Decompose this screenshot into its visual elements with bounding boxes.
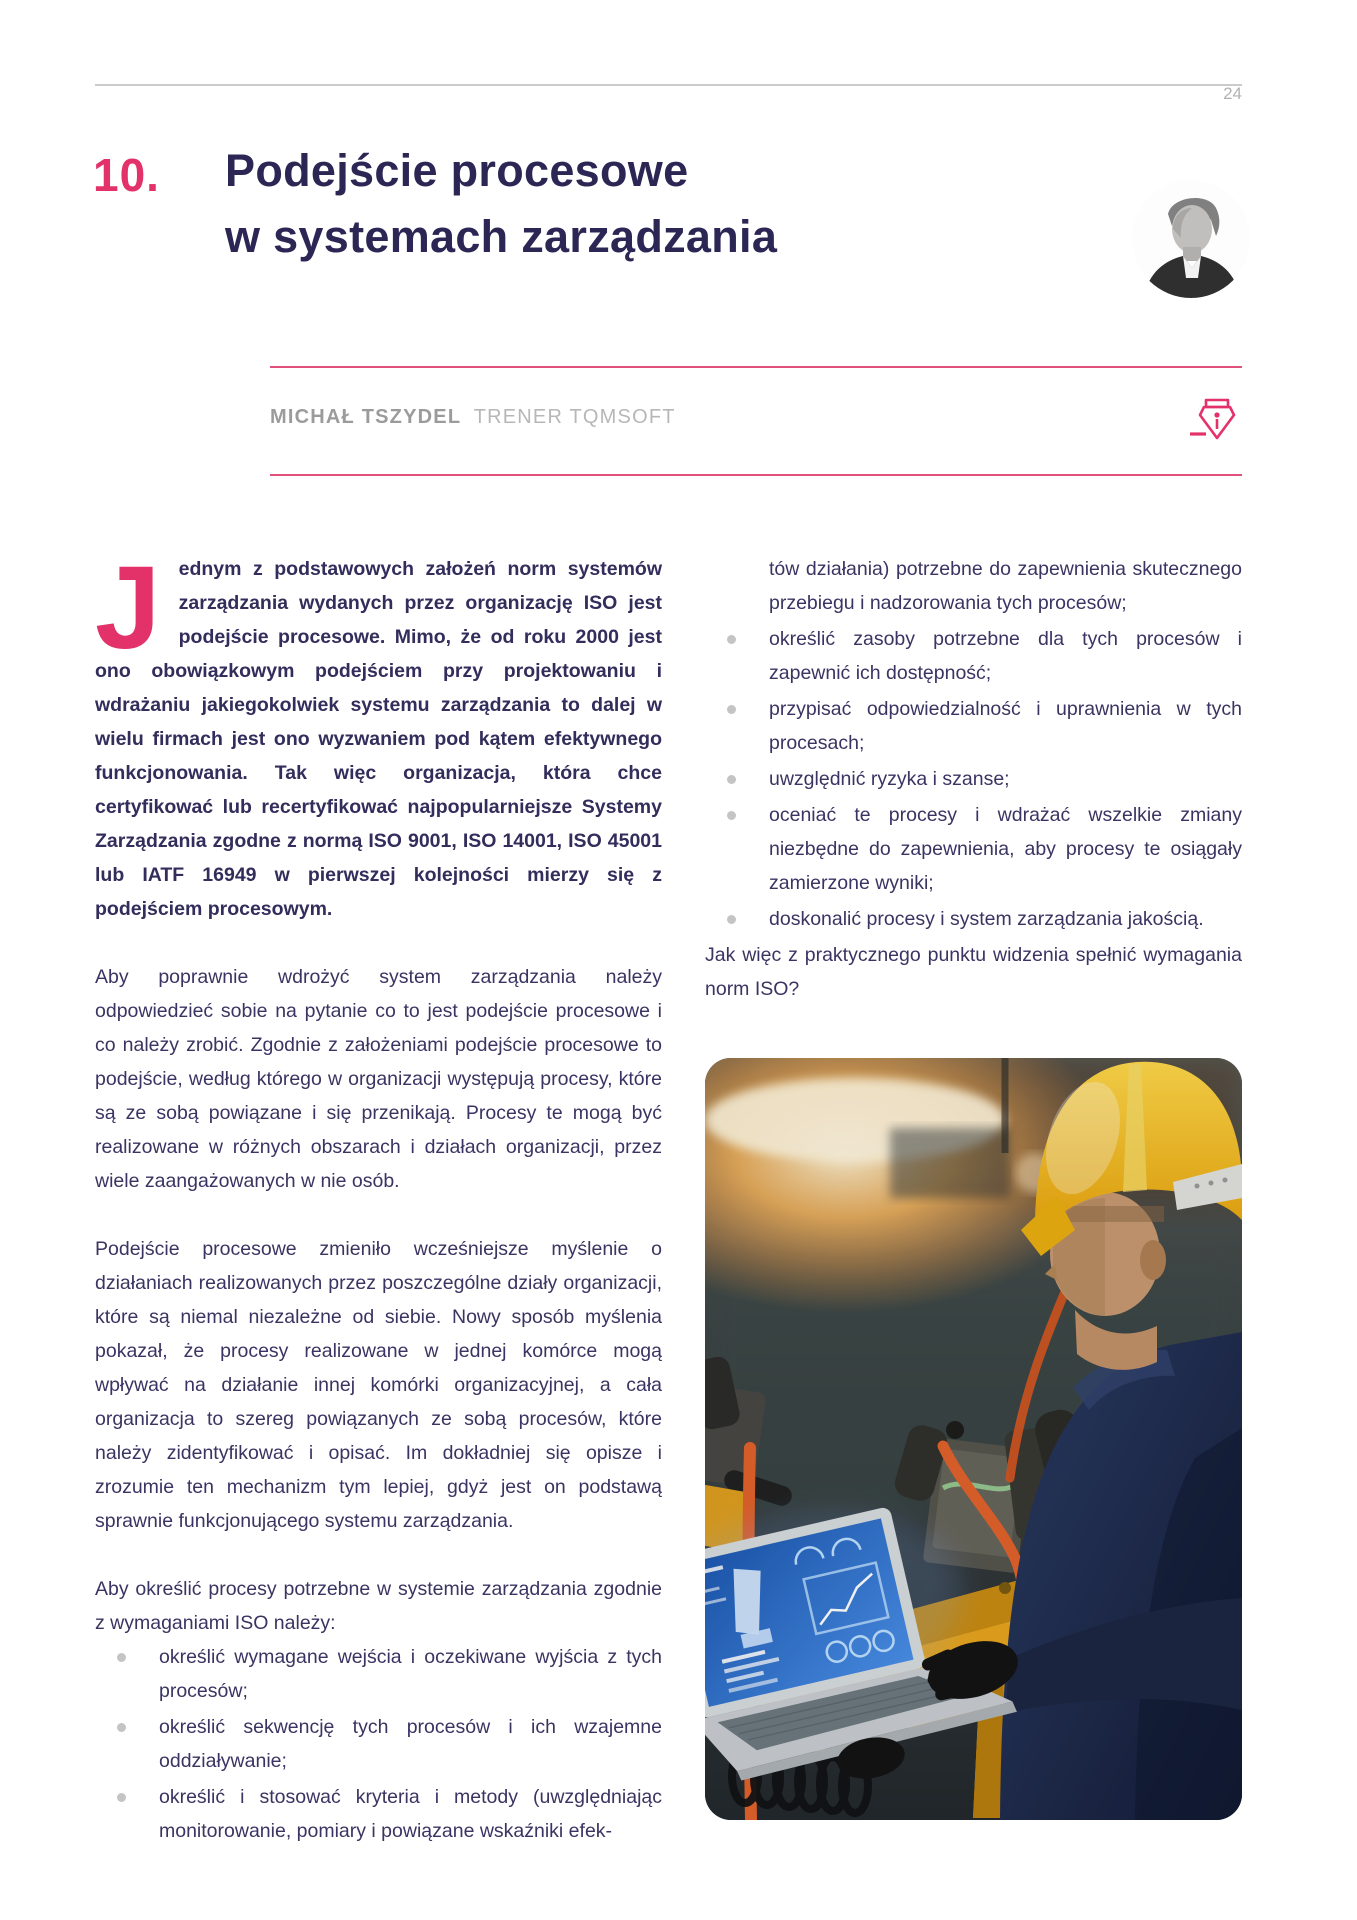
factory-worker-photo-graphic [705,1058,1242,1820]
list-item-text: określić zasoby potrzebne dla tych procesów i zapewnić ich dostępność; [769,628,1242,684]
article-column-left [95,542,662,1850]
top-divider [95,84,1242,86]
paragraph-3: Podejście procesowe zmieniło wcześniejsze myślenie o działaniach realizowanych przez poszczególne działy organizacji, które są niemal niezależne od siebie. Nowy sposób myślenia pokazał, że procesy realizowane w jednej komórce mogą wpływać na działanie innej komórki organizacyjnej, a cała organizacja to szereg powiązanych ze sobą procesów, które należy zidentyfikować i opisać. Im dokładniej się opisze i zrozumie ten mechanizm tym lepiej, gdyż jest on podstawą sprawnie funkcjonującego systemu zarządzania. [95,1238,662,1532]
list-item [705,622,1242,690]
page-title-line2: w systemach zarządzania [225,211,778,262]
list-item [705,798,1242,900]
lead-paragraph [95,542,662,926]
list-item [705,762,1242,796]
author-portrait-graphic [1132,180,1250,298]
bullet-dot-icon [727,811,736,820]
author-byline [270,406,1242,450]
bullet-list-left [95,1640,662,1848]
list-item [95,1780,662,1848]
question-paragraph: Jak więc z praktycznego punktu widzenia spełnić wymagania norm ISO? [705,944,1242,1000]
author-role: TRENER TQMSOFT [473,406,676,428]
author-divider-top [270,366,1242,368]
list-item-continuation: tów działania) potrzebne do zapewnienia skutecznego przebiegu i nadzorowania tych procesów; [769,558,1242,614]
list-item [705,692,1242,760]
page-title [225,138,777,270]
list-item-text: określić i stosować kryteria i metody (uwzględniając monitorowanie, pomiary i powiązane wskaźniki efek- [159,1786,662,1842]
chapter-number: 10. [93,149,160,201]
list-item-text: przypisać odpowiedzialność i uprawnienia w tych procesach; [769,698,1242,754]
bullet-dot-icon [727,635,736,644]
page-title-line1: Podejście procesowe [225,145,689,196]
bullet-dot-icon [117,1723,126,1732]
article-photo [705,1058,1242,1820]
bullet-list-right [705,622,1242,936]
bullet-dot-icon [727,705,736,714]
article-column-right [705,552,1242,1040]
list-item-text: doskonalić procesy i system zarządzania jakością. [769,908,1204,930]
bullet-dot-icon [117,1653,126,1662]
dropcap-letter: J [95,542,161,674]
lead-text: ednym z podstawowych założeń norm systemów zarządzania wydanych przez organizację ISO jest podejście procesowe. Mimo, że od roku 2000 jest ono obowiązkowym podejściem przy projektowaniu i wdrażaniu jakiegokolwiek systemu zarządzania to dalej w wielu firmach jest ono wyzwaniem pod kątem efektywnego funkcjonowania. Tak więc organizacja, która chce certyfikować lub recertyfikować najpopularniejsze Systemy Zarządzania zgodne z normą ISO 9001, ISO 14001, ISO 45001 lub IATF 16949 w pierwszej kolejności mierzy się z podejściem procesowym. [95,558,662,920]
list-item-text: określić wymagane wejścia i oczekiwane wyjścia z tych procesów; [159,1646,662,1702]
page-number: 24 [1223,84,1242,103]
paragraph-2: Aby poprawnie wdrożyć system zarządzania należy odpowiedzieć sobie na pytanie co to jest podejście procesowe i co należy zrobić. Zgodnie z założeniami podejście procesowe to podejście, według którego w organizacji występują procesy, które są ze sobą powiązane i się przenikają. Procesy te mogą być realizowane w różnych obszarach i działach organizacji, przez wiele zaangażowanych w nie osób. [95,966,662,1192]
list-item [95,1710,662,1778]
bullet-dot-icon [727,775,736,784]
list-item [705,902,1242,936]
author-divider-bottom [270,474,1242,476]
list-intro: Aby określić procesy potrzebne w systemie zarządzania zgodnie z wymaganiami ISO należy: [95,1578,662,1634]
bullet-dot-icon [727,915,736,924]
list-item-text: uwzględnić ryzyka i szanse; [769,768,1010,790]
list-item [95,1640,662,1708]
bullet-dot-icon [117,1793,126,1802]
pen-nib-icon [1186,396,1238,446]
author-photo [1132,180,1250,298]
author-name: MICHAŁ TSZYDEL [270,406,462,428]
list-item-text: określić sekwencję tych procesów i ich wzajemne oddziaływanie; [159,1716,662,1772]
list-item-text: oceniać te procesy i wdrażać wszelkie zmiany niezbędne do zapewnienia, aby procesy te osiągały zamierzone wyniki; [769,804,1242,894]
